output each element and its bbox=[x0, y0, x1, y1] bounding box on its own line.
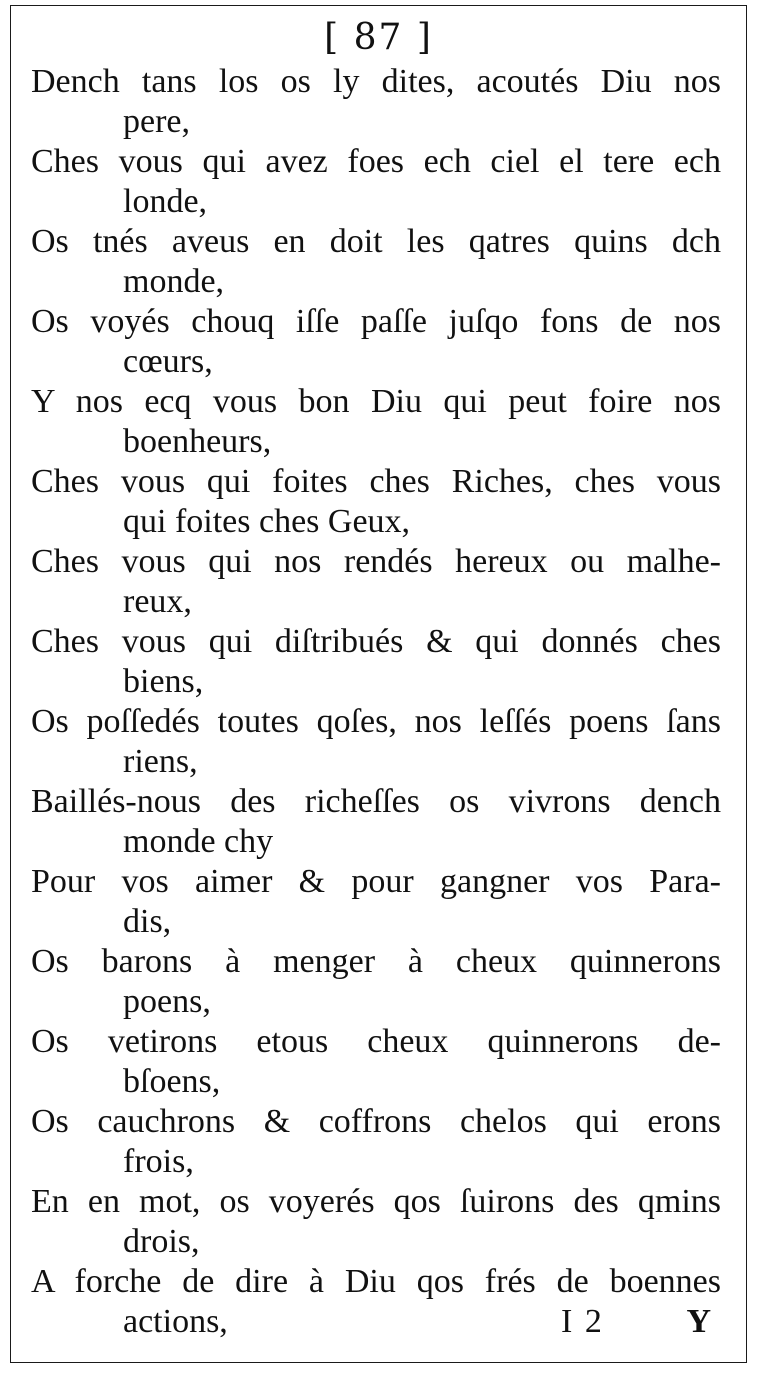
catchword: Y bbox=[686, 1303, 711, 1340]
verse-15 bbox=[31, 1182, 721, 1262]
verse-9 bbox=[31, 702, 721, 782]
verse-13 bbox=[31, 1022, 721, 1102]
verse-continuation: riens, bbox=[123, 743, 198, 780]
verse-line: Ches vous qui foites ches Riches, ches vous bbox=[31, 463, 721, 500]
verse-line: En en mot, os voyerés qos ſuirons des qmins bbox=[31, 1183, 721, 1220]
verse-11 bbox=[31, 862, 721, 942]
verse-continuation: bſoens, bbox=[123, 1063, 221, 1100]
verse-continuation: monde, bbox=[123, 263, 225, 300]
verse-continuation: monde chy bbox=[123, 823, 274, 860]
verse-line: A forche de dire à Diu qos frés de boennes bbox=[31, 1263, 721, 1300]
verse-line: Os barons à menger à cheux quinnerons bbox=[31, 943, 721, 980]
verse-continuation: boenheurs, bbox=[123, 423, 272, 460]
verse-continuation: drois, bbox=[123, 1223, 200, 1260]
verse-2 bbox=[31, 142, 721, 222]
page-frame bbox=[10, 5, 747, 1363]
verse-continuation: frois, bbox=[123, 1143, 194, 1180]
verse-line: Y nos ecq vous bon Diu qui peut foire nos bbox=[31, 383, 721, 420]
verse-line: Ches vous qui avez foes ech ciel el tere ech bbox=[31, 143, 721, 180]
verse-16 bbox=[31, 1262, 721, 1302]
verse-continuation: pere, bbox=[123, 103, 191, 140]
verse-line: Os poſſedés toutes qoſes, nos leſſés poens ſans bbox=[31, 703, 721, 740]
verse-line: Pour vos aimer & pour gangner vos Para- bbox=[31, 863, 721, 900]
verse-3 bbox=[31, 222, 721, 302]
verse-8 bbox=[31, 622, 721, 702]
verse-4 bbox=[31, 302, 721, 382]
verse-line: Ches vous qui nos rendés hereux ou malhe- bbox=[31, 543, 721, 580]
verse-6 bbox=[31, 462, 721, 542]
verse-10 bbox=[31, 782, 721, 862]
verse-1 bbox=[31, 62, 721, 142]
verse-continuation: londe, bbox=[123, 183, 208, 220]
verse-12 bbox=[31, 942, 721, 1022]
verse-continuation: qui foites ches Geux, bbox=[123, 503, 411, 540]
verse-continuation: dis, bbox=[123, 903, 172, 940]
verse-continuation: cœurs, bbox=[123, 343, 213, 380]
verse-continuation: poens, bbox=[123, 983, 211, 1020]
verse-continuation: biens, bbox=[123, 663, 204, 700]
verse-continuation: actions, bbox=[123, 1303, 228, 1340]
verse-line: Os voyés chouq iſſe paſſe juſqo fons de nos bbox=[31, 303, 721, 340]
verse-line: Os cauchrons & coffrons chelos qui erons bbox=[31, 1103, 721, 1140]
signature-mark: I 2 bbox=[561, 1303, 604, 1340]
verse-14 bbox=[31, 1102, 721, 1182]
verse-7 bbox=[31, 542, 721, 622]
verse-line: Ches vous qui diſtribués & qui donnés ches bbox=[31, 623, 721, 660]
verse-line: Os vetirons etous cheux quinnerons de- bbox=[31, 1023, 721, 1060]
verse-line: Dench tans los os ly dites, acoutés Diu nos bbox=[31, 63, 721, 100]
page-footer bbox=[31, 1302, 721, 1342]
verse-continuation: reux, bbox=[123, 583, 192, 620]
verse-line: Os tnés aveus en doit les qatres quins dch bbox=[31, 223, 721, 260]
verse-5 bbox=[31, 382, 721, 462]
verse-line: Baillés-nous des richeſſes os vivrons dench bbox=[31, 783, 721, 820]
page-number: [ 87 ] bbox=[324, 17, 433, 58]
